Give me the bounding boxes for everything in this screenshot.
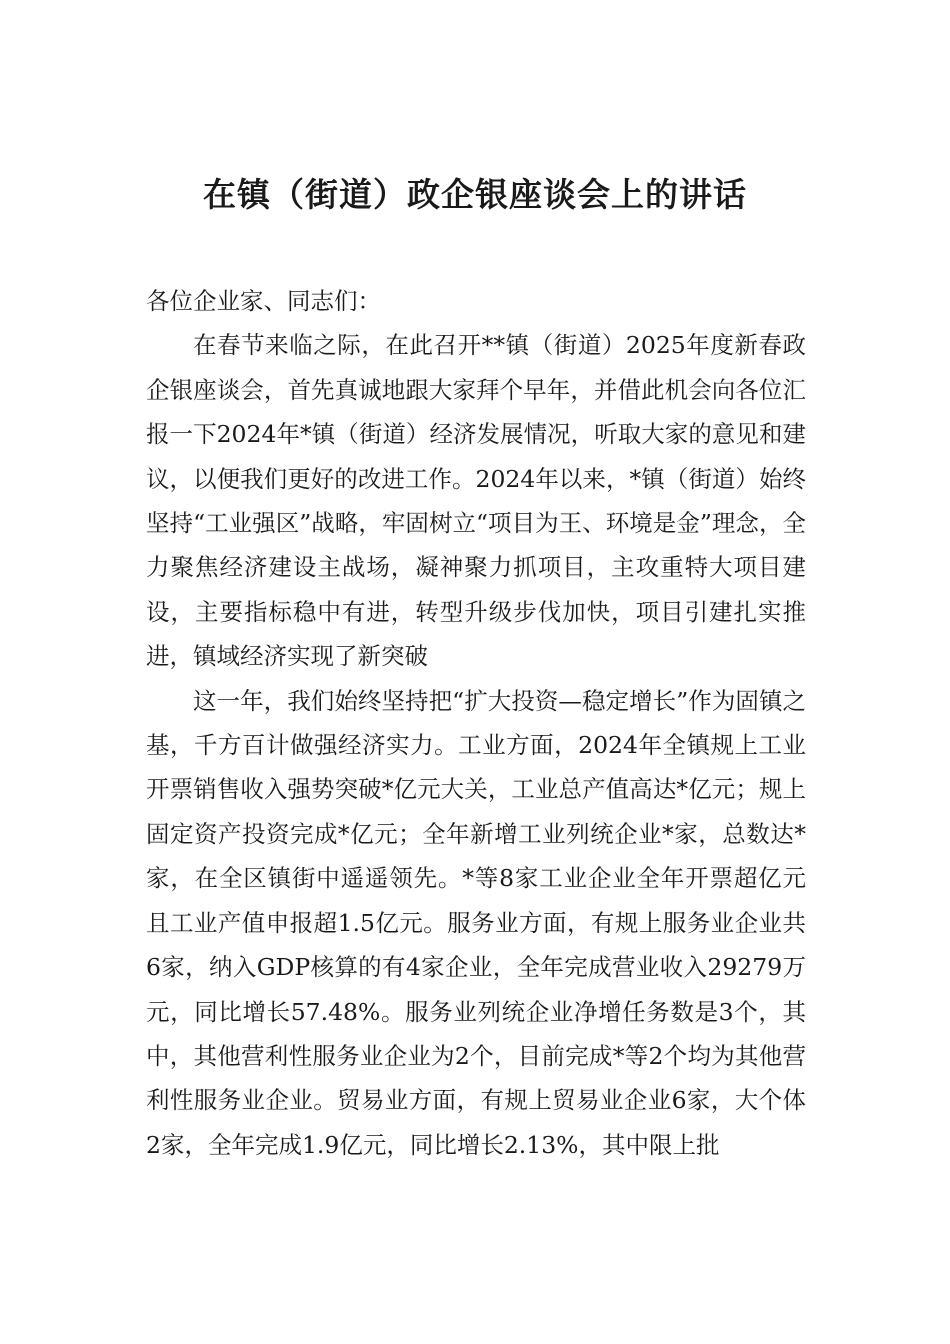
document-title: 在镇（街道）政企银座谈会上的讲话 bbox=[203, 175, 747, 214]
paragraph-2: 这一年，我们始终坚持把“扩大投资—稳定增长”作为固镇之基，千方百计做强经济实力。工业方面，2024年全镇规上工业开票销售收入强势突破*亿元大关，工业总产值高达*亿元；规上固定资产投资完成*亿元；全年新增工业列统企业*家，总数达*家，在全区镇街中遥遥领先。*等8家工业企业全年开票超亿元且工业产值申报超1.5亿元。服务业方面，有规上服务业企业共6家，纳入GDP核算的有4家企业，全年完成营业收入29279万元，同比增长57.48%。服务业列统企业净增任务数是3个，其中，其他营利性服务业企业为2个，目前完成*等2个均为其他营利性服务业企业。贸易业方面，有规上贸易业企业6家，大个体2家，全年完成1.9亿元，同比增长2.13%，其中限上批 bbox=[146, 686, 806, 1159]
document-body bbox=[146, 279, 806, 1167]
salutation: 各位企业家、同志们： bbox=[146, 287, 381, 315]
paragraph-1: 在春节来临之际，在此召开**镇（街道）2025年度新春政企银座谈会，首先真诚地跟大家拜个早年，并借此机会向各位汇报一下2024年*镇（街道）经济发展情况，听取大家的意见和建议，以便我们更好的改进工作。2024年以来，*镇（街道）始终坚持“工业强区”战略，牢固树立“项目为王、环境是金”理念，全力聚焦经济建设主战场，凝神聚力抓项目，主攻重特大项目建设，主要指标稳中有进，转型升级步伐加快，项目引建扎实推进，镇域经济实现了新突破 bbox=[146, 331, 806, 671]
